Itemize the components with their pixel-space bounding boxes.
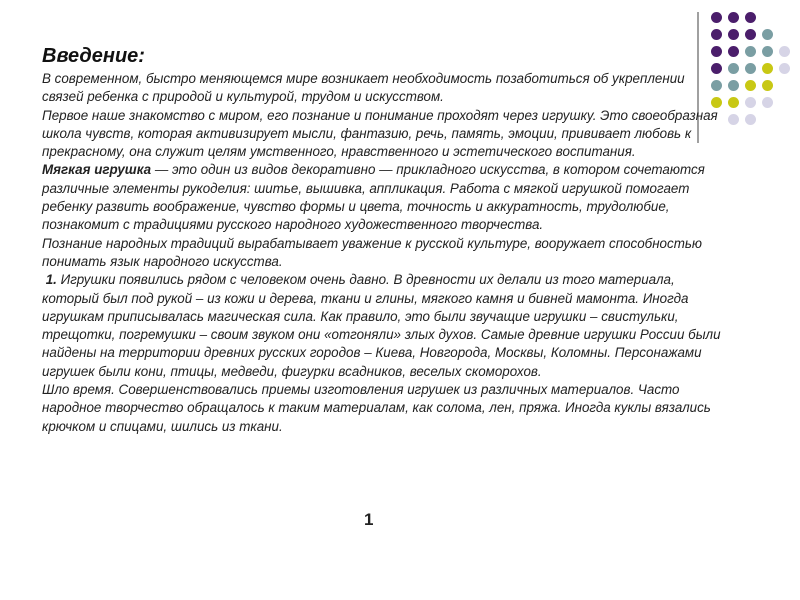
decorative-dot [711, 12, 722, 23]
decorative-dot [728, 63, 739, 74]
decorative-dot [762, 46, 773, 57]
slide-title: Введение: [42, 45, 145, 67]
paragraph-soft-toy [42, 161, 722, 234]
decorative-dot [745, 12, 756, 23]
soft-toy-definition: — это один из видов декоративно — прикладного искусства, в котором сочетаются различные элементы рукоделия: шитье, вышивка, аппликация. Работа с мягкой игрушкой помогает ребенку развить воображение, чувство формы и цвета, точность и аккуратность, трудолюбие, познакомит с традициями русского народного художественного творчества. [42, 162, 705, 233]
decorative-dot [779, 63, 790, 74]
history-number: 1. [45, 272, 57, 288]
paragraph-history [42, 271, 722, 381]
decorative-dot [745, 29, 756, 40]
paragraph-folk-traditions: Познание народных традиций вырабатывает уважение к русской культуре, вооружает способностью понимать язык народного искусства. [42, 235, 702, 269]
paragraph-time-passed: Шло время. Совершенствовались приемы изготовления игрушек из различных материалов. Часто народное творчество обращалось к таким материалам, как солома, лен, пряжа. Иногда куклы вязались крючком и спицами, шились из ткани. [42, 382, 711, 434]
decorative-dot [728, 29, 739, 40]
decorative-dot [745, 114, 756, 125]
page-number: 1 [364, 510, 374, 529]
decorative-dot [728, 12, 739, 23]
decorative-dot [711, 29, 722, 40]
paragraph-intro: В современном, быстро меняющемся мире возникает необходимость позаботиться об укреплении связей ребенка с природой и культурой, трудом и искусством. [42, 71, 685, 105]
decorative-dot [745, 97, 756, 108]
decorative-dot [745, 80, 756, 91]
paragraph-first-acquaintance: Первое наше знакомство с миром, его познание и понимание проходят через игрушку. Это своеобразная школа чувств, которая активизирует мысли, фантазию, речь, память, эмоции, прививает любовь к прекрасному, она служит целям умственного, нравственного и эстетического воспитания. [42, 107, 718, 160]
decorative-dot [762, 29, 773, 40]
decorative-dot [728, 114, 739, 125]
slide-body [42, 44, 722, 436]
decorative-dot [762, 80, 773, 91]
decorative-dot [728, 80, 739, 91]
decorative-dot [762, 63, 773, 74]
decorative-dot [728, 97, 739, 108]
history-text: Игрушки появились рядом с человеком очень давно. В древности их делали из того материала, который был под рукой – из кожи и дерева, ткани и глины, мягкого камня и бивней мамонта. Иногда игрушкам приписывалась магическая сила. Как правило, это были звучащие игрушки – свистульки, трещотки, погремушки – своим звуком они «отгоняли» злых духов. Самые древние игрушки России были найдены на территории древних русских городов – Киева, Новгорода, Москвы, Коломны. Персонажами игрушек были кони, птицы, медведи, фигурки всадников, веселых скоморохов. [42, 272, 721, 379]
soft-toy-term: Мягкая игрушка [42, 162, 152, 178]
decorative-dot [745, 46, 756, 57]
decorative-dot [728, 46, 739, 57]
decorative-dot [762, 97, 773, 108]
decorative-dot [779, 46, 790, 57]
decorative-dot [745, 63, 756, 74]
